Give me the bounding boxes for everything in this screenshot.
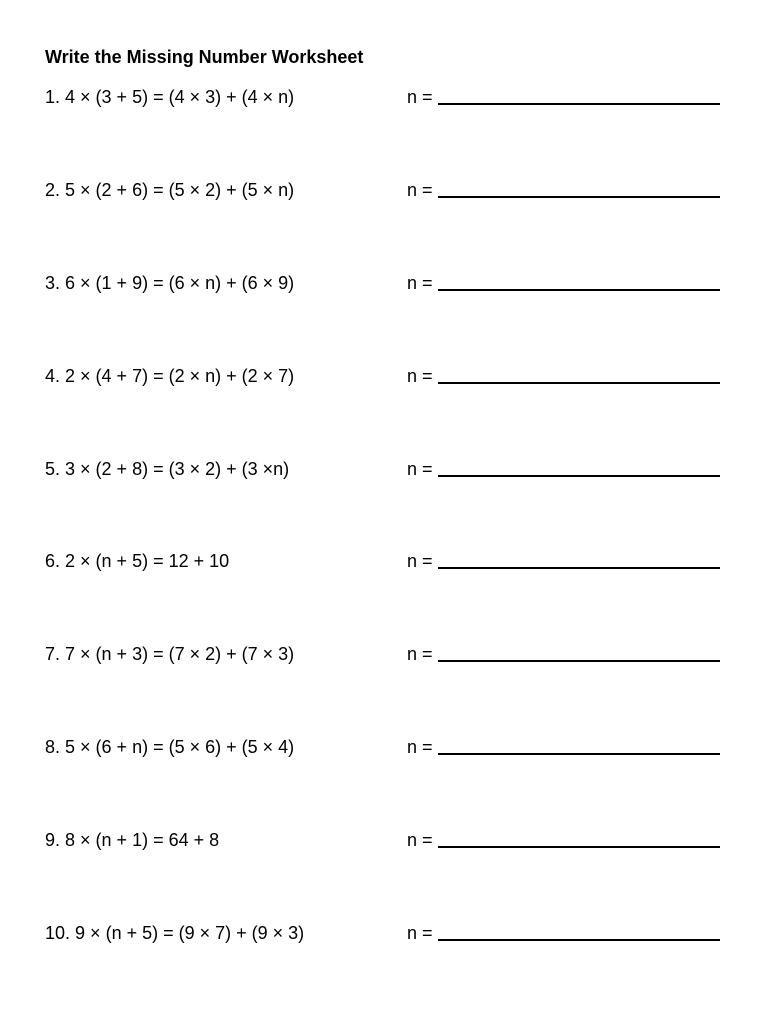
problem-number: 9. [45,830,61,850]
answer-area [407,179,721,203]
problem-item [45,179,725,203]
answer-label: n = [407,273,433,293]
answer-label: n = [407,180,433,200]
problem-item [45,643,725,667]
equation-text: 8 × (n + 1) = 64 + 8 [65,830,220,850]
worksheet-title: Write the Missing Number Worksheet [45,47,364,67]
answer-input[interactable] [438,272,720,291]
equation-text: 4 × (3 + 5) = (4 × 3) + (4 × n) [65,87,295,107]
problem-item [45,365,725,389]
answer-label: n = [407,737,433,757]
answer-input[interactable] [438,179,720,198]
problem-equation [45,829,219,851]
answer-area [407,736,721,760]
answer-area [407,86,721,110]
answer-input[interactable] [438,550,720,569]
problem-item [45,86,725,110]
equation-text: 9 × (n + 5) = (9 × 7) + (9 × 3) [75,923,305,943]
problem-number: 7. [45,644,61,664]
answer-label: n = [407,644,433,664]
answer-input[interactable] [438,458,720,477]
answer-input[interactable] [438,922,720,941]
answer-input[interactable] [438,829,720,848]
answer-label: n = [407,87,433,107]
problem-equation [45,272,294,294]
answer-area [407,272,721,296]
problem-equation [45,736,294,758]
problem-number: 3. [45,273,61,293]
problem-number: 10. [45,923,71,943]
answer-input[interactable] [438,365,720,384]
problem-number: 1. [45,87,61,107]
problem-number: 8. [45,737,61,757]
equation-text: 7 × (n + 3) = (7 × 2) + (7 × 3) [65,644,295,664]
equation-text: 6 × (1 + 9) = (6 × n) + (6 × 9) [65,273,295,293]
problem-number: 5. [45,459,61,479]
problem-item [45,458,725,482]
answer-label: n = [407,459,433,479]
problem-number: 2. [45,180,61,200]
problem-equation [45,86,294,108]
answer-label: n = [407,551,433,571]
equation-text: 3 × (2 + 8) = (3 × 2) + (3 ×n) [65,459,290,479]
problem-item [45,736,725,760]
answer-input[interactable] [438,736,720,755]
problem-equation [45,365,294,387]
answer-area [407,365,721,389]
problem-equation [45,550,229,572]
problem-number: 6. [45,551,61,571]
answer-area [407,922,721,946]
problem-equation [45,922,304,944]
equation-text: 2 × (4 + 7) = (2 × n) + (2 × 7) [65,366,295,386]
answer-area [407,643,721,667]
equation-text: 2 × (n + 5) = 12 + 10 [65,551,230,571]
answer-label: n = [407,830,433,850]
problem-item [45,829,725,853]
equation-text: 5 × (2 + 6) = (5 × 2) + (5 × n) [65,180,295,200]
problem-item [45,550,725,574]
answer-input[interactable] [438,643,720,662]
answer-area [407,829,721,853]
answer-area [407,550,721,574]
problem-equation [45,179,294,201]
answer-area [407,458,721,482]
answer-label: n = [407,923,433,943]
problem-item [45,272,725,296]
problem-number: 4. [45,366,61,386]
answer-input[interactable] [438,86,720,105]
equation-text: 5 × (6 + n) = (5 × 6) + (5 × 4) [65,737,295,757]
problem-item [45,922,725,946]
problem-equation [45,458,289,480]
problem-equation [45,643,294,665]
answer-label: n = [407,366,433,386]
